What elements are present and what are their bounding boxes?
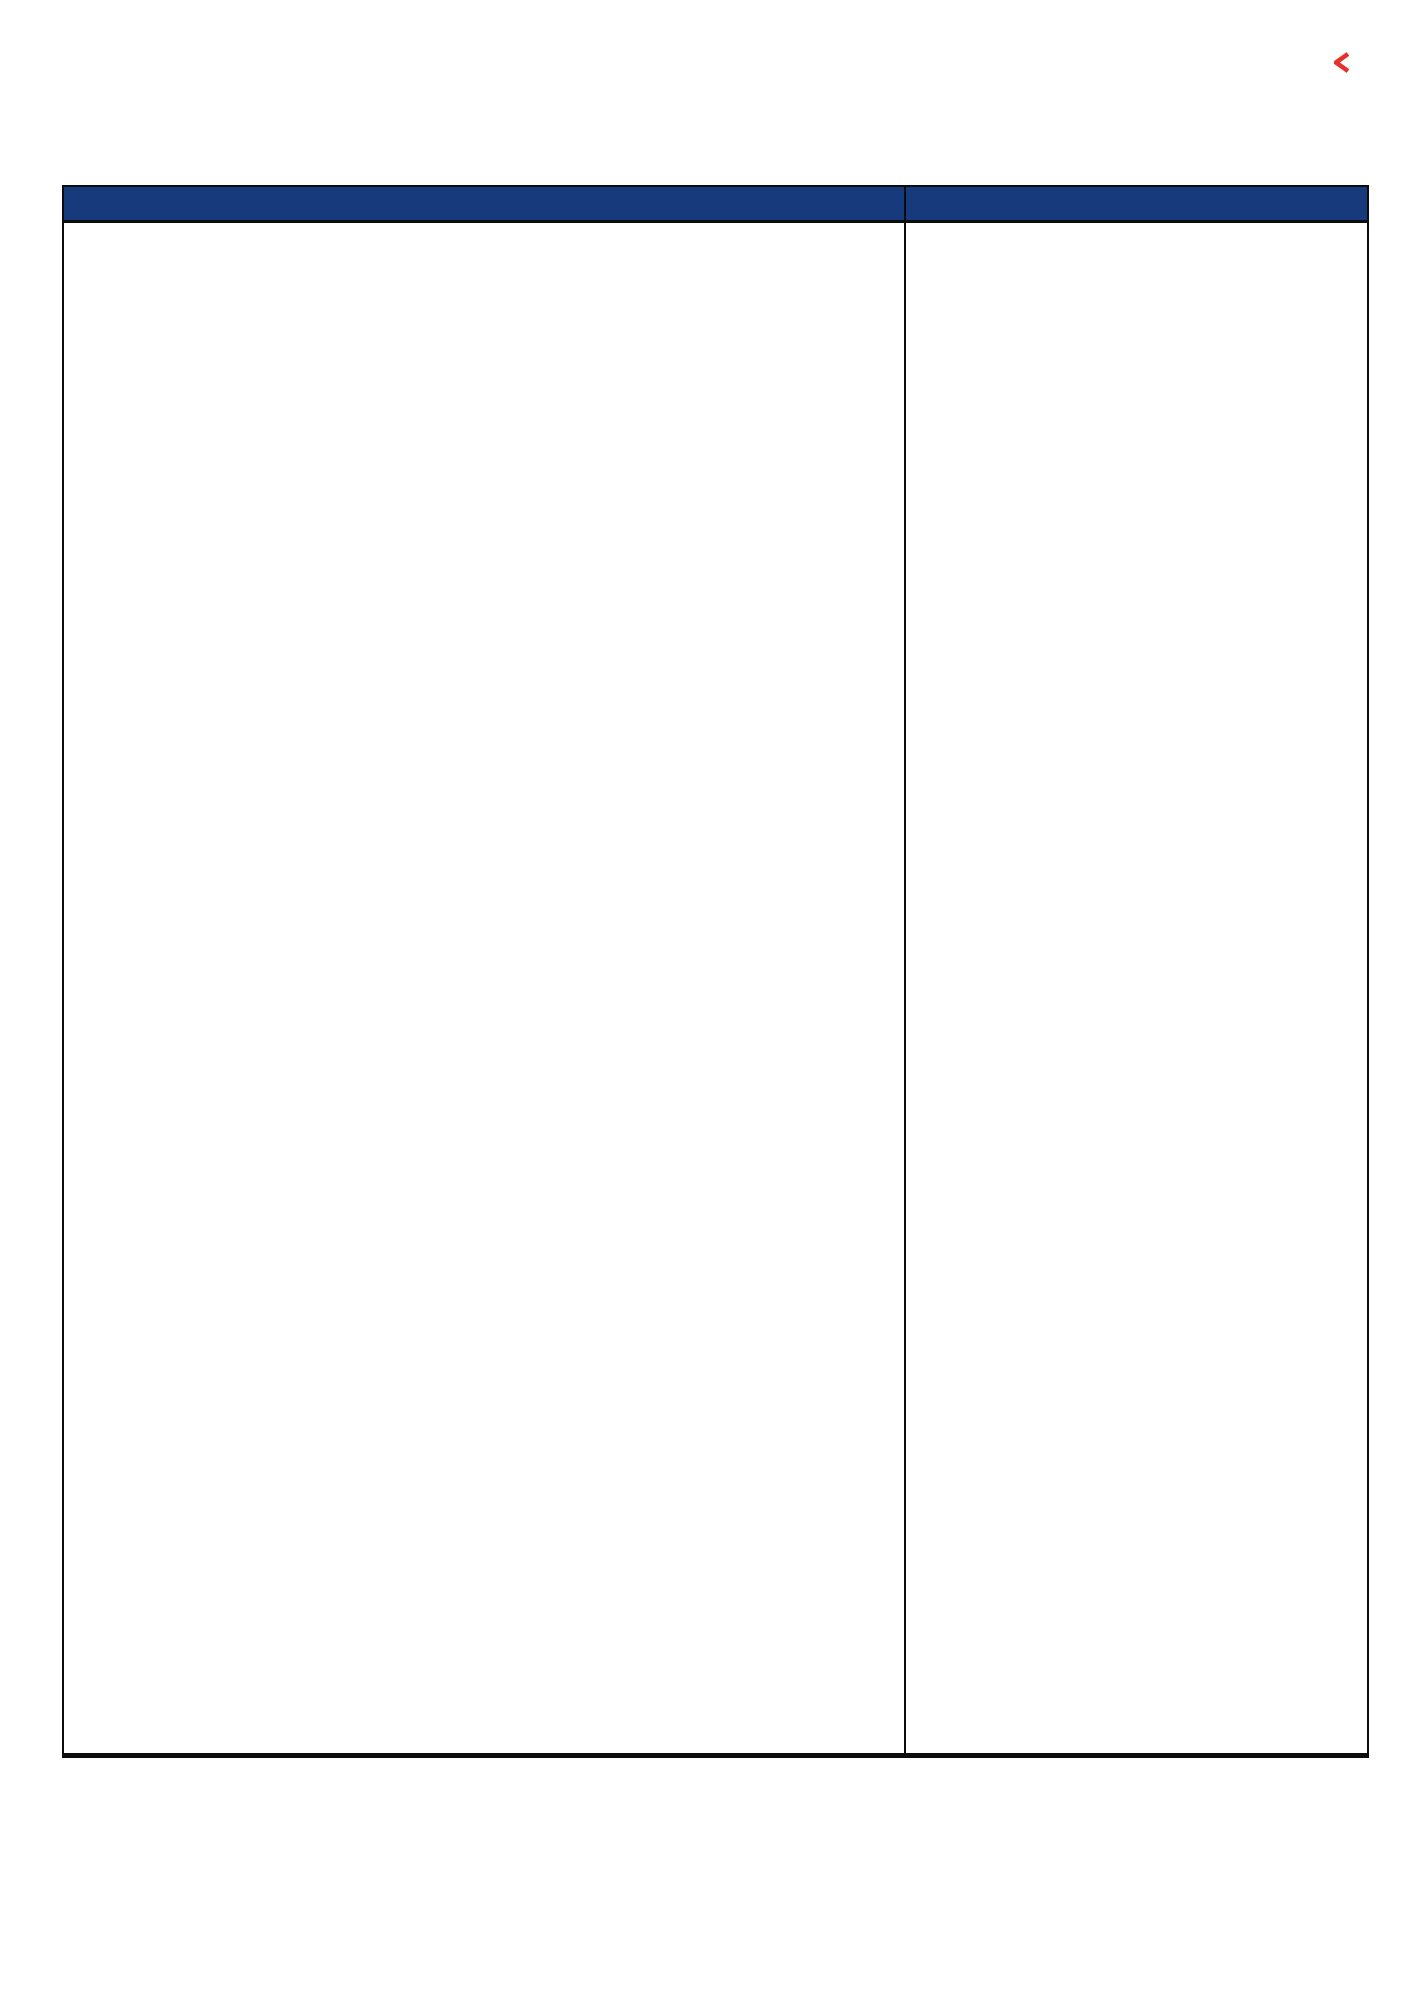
timetable bbox=[62, 185, 1369, 1758]
timetable-header bbox=[64, 187, 1367, 223]
column-header-direction bbox=[267, 187, 427, 220]
page-title bbox=[75, 28, 99, 75]
company-logo bbox=[1331, 26, 1349, 79]
notes-panel bbox=[904, 223, 1367, 1753]
column-header-notes bbox=[904, 187, 1367, 220]
column-header-time bbox=[64, 187, 267, 220]
column-header-position bbox=[427, 187, 904, 220]
logo-tagline bbox=[1331, 52, 1349, 79]
swoosh-s-icon bbox=[1334, 52, 1349, 79]
timetable-rows bbox=[64, 223, 904, 1753]
